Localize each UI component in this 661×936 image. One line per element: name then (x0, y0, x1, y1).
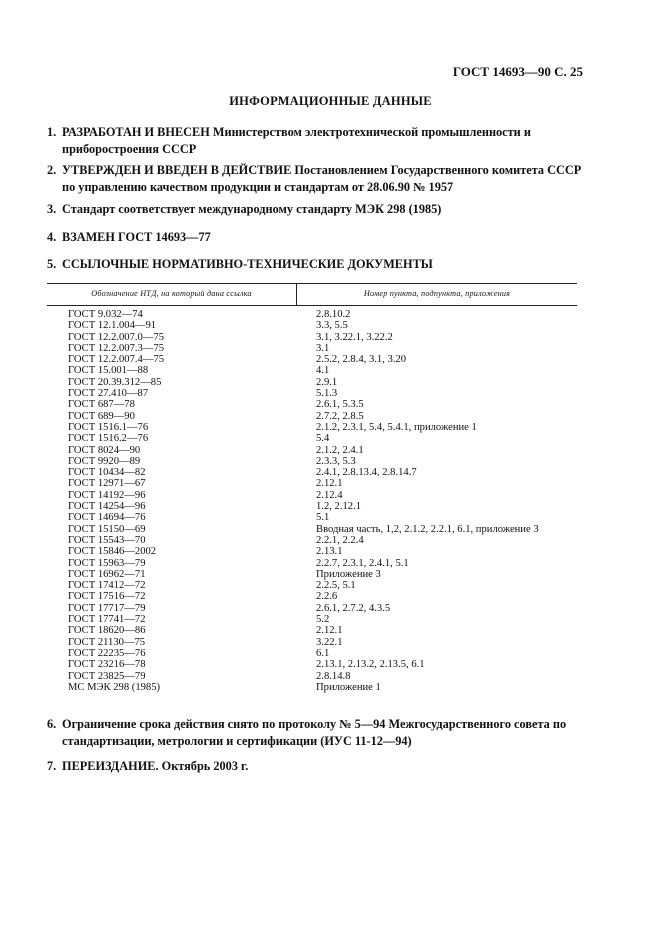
cell-document: ГОСТ 17717—79 (68, 602, 146, 614)
cell-clause: 2.3.3, 5.3 (316, 455, 356, 467)
item-text: Стандарт соответствует международному стандарту МЭК 298 (1985) (62, 202, 442, 216)
item-number: 1. (47, 125, 57, 139)
info-item-6 (47, 716, 587, 750)
cell-document: ГОСТ 12.2.007.3—75 (68, 342, 165, 354)
table-row (47, 603, 577, 614)
table-row (47, 365, 577, 376)
table-row (47, 332, 577, 343)
cell-clause: 2.2.7, 2.3.1, 2.4.1, 5.1 (316, 557, 409, 569)
cell-clause: 4.1 (316, 365, 330, 377)
item-number: 7. (47, 759, 57, 773)
page-header: ГОСТ 14693—90 С. 25 (452, 64, 583, 79)
cell-document: ГОСТ 23825—79 (68, 670, 146, 682)
cell-document: ГОСТ 12.2.007.0—75 (68, 331, 165, 343)
info-item-3 (47, 201, 587, 218)
table-row (47, 388, 577, 399)
table-row (47, 546, 577, 557)
cell-document: ГОСТ 14192—96 (68, 489, 146, 501)
table-row (47, 614, 577, 625)
cell-document: ГОСТ 14254—96 (68, 501, 146, 513)
table-body (47, 306, 577, 693)
column-header-clause: Номер пункта, подпункта, приложения (363, 289, 511, 298)
cell-document: ГОСТ 8024—90 (68, 444, 141, 456)
item-lead: ССЫЛОЧНЫЕ НОРМАТИВНО-ТЕХНИЧЕСКИЕ ДОКУМЕНТЫ (62, 257, 433, 271)
cell-document: ГОСТ 15150—69 (68, 523, 146, 535)
table-row (47, 320, 577, 331)
item-text: Постановлением Государственного комитета СССР по управлению качеством продукции и стандартам от 28.06.90 № 1957 (62, 163, 582, 194)
cell-clause: 2.12.1 (316, 478, 343, 490)
table-row (47, 467, 577, 478)
cell-clause: 5.4 (316, 433, 330, 445)
table-row (47, 558, 577, 569)
cell-clause: 2.1.2, 2.3.1, 5.4, 5.4.1, приложение 1 (316, 421, 477, 433)
item-number: 5. (47, 257, 57, 271)
table-row (47, 637, 577, 648)
cell-clause: Приложение 1 (316, 681, 381, 693)
cell-clause: 5.2 (316, 614, 330, 626)
table-row (47, 422, 577, 433)
cell-clause: 2.1.2, 2.4.1 (316, 444, 364, 456)
item-text: Октябрь 2003 г. (161, 759, 249, 773)
info-item-7 (47, 758, 587, 775)
table-row (47, 580, 577, 591)
cell-document: ГОСТ 689—90 (68, 410, 135, 422)
cell-clause: 2.4.1, 2.8.13.4, 2.8.14.7 (316, 467, 417, 479)
cell-clause: 2.12.1 (316, 625, 343, 637)
cell-document: ГОСТ 12.2.007.4—75 (68, 354, 165, 366)
cell-clause: 2.2.5, 5.1 (316, 580, 356, 592)
table-row (47, 671, 577, 682)
page-title: ИНФОРМАЦИОННЫЕ ДАННЫЕ (229, 94, 432, 108)
cell-document: ГОСТ 1516.1—76 (68, 421, 149, 433)
cell-clause: 2.2.1, 2.2.4 (316, 534, 364, 546)
cell-clause: 6.1 (316, 647, 330, 659)
cell-document: ГОСТ 23216—78 (68, 659, 146, 671)
cell-document: ГОСТ 17412—72 (68, 580, 146, 592)
cell-clause: Вводная часть, 1,2, 2.1.2, 2.2.1, 6.1, приложение 3 (316, 523, 539, 535)
table-row (47, 524, 577, 535)
item-text: Ограничение срока действия снято по протоколу № 5—94 Межгосударственного совета по стандартизации, метрологии и сертификации (ИУС 11-12—94) (62, 717, 567, 748)
table-header (47, 283, 577, 306)
reference-table (47, 283, 577, 693)
cell-clause: 2.7.2, 2.8.5 (316, 410, 364, 422)
cell-document: ГОСТ 14694—76 (68, 512, 146, 524)
item-number: 3. (47, 202, 57, 216)
cell-clause: 2.2.6 (316, 591, 338, 603)
table-row (47, 354, 577, 365)
table-row (47, 456, 577, 467)
cell-document: ГОСТ 9.032—74 (68, 309, 143, 320)
cell-document: ГОСТ 22235—76 (68, 647, 146, 659)
cell-clause: 5.1.3 (316, 388, 338, 400)
table-row (47, 411, 577, 422)
cell-document: ГОСТ 9920—89 (68, 455, 141, 467)
table-row (47, 490, 577, 501)
cell-document: ГОСТ 10434—82 (68, 467, 146, 479)
cell-document: ГОСТ 27.410—87 (68, 388, 149, 400)
cell-clause: 2.8.14.8 (316, 670, 351, 682)
table-row (47, 501, 577, 512)
table-row (47, 478, 577, 489)
cell-document: ГОСТ 16962—71 (68, 568, 146, 580)
cell-clause: 1.2, 2.12.1 (316, 501, 362, 513)
cell-document: ГОСТ 12971—67 (68, 478, 146, 490)
cell-document: ГОСТ 20.39.312—85 (68, 376, 162, 388)
cell-document: ГОСТ 1516.2—76 (68, 433, 149, 445)
table-row (47, 445, 577, 456)
cell-clause: 3.1, 3.22.1, 3.22.2 (316, 331, 393, 343)
cell-clause: 2.6.1, 2.7.2, 4.3.5 (316, 602, 391, 614)
table-row (47, 309, 577, 320)
table-row (47, 512, 577, 523)
cell-clause: 3.1 (316, 342, 330, 354)
item-number: 6. (47, 717, 57, 731)
cell-clause: 5.1 (316, 512, 330, 524)
cell-clause: 2.13.1, 2.13.2, 2.13.5, 6.1 (316, 659, 425, 671)
cell-clause: 3.3, 5.5 (316, 320, 348, 332)
cell-document: ГОСТ 17741—72 (68, 614, 146, 626)
info-item-2 (47, 162, 587, 196)
column-header-document: Обозначение НТД, на который дана ссылка (91, 289, 252, 298)
cell-clause: Приложение 3 (316, 568, 381, 580)
cell-clause: 2.5.2, 2.8.4, 3.1, 3.20 (316, 354, 407, 366)
item-lead: ПЕРЕИЗДАНИЕ. (62, 759, 159, 773)
cell-document: ГОСТ 15846—2002 (68, 546, 157, 558)
cell-clause: 2.13.1 (316, 546, 343, 558)
item-number: 4. (47, 230, 57, 244)
table-row (47, 343, 577, 354)
info-item-4 (47, 229, 587, 246)
table-row (47, 399, 577, 410)
item-number: 2. (47, 163, 57, 177)
table-row (47, 591, 577, 602)
item-text: Министерством электротехнической промышленности и приборостроения СССР (62, 125, 531, 156)
cell-document: ГОСТ 687—78 (68, 399, 135, 411)
table-row (47, 535, 577, 546)
info-item-5 (47, 256, 587, 273)
table-row (47, 648, 577, 659)
cell-document: ГОСТ 17516—72 (68, 591, 146, 603)
table-row (47, 433, 577, 444)
cell-document: ГОСТ 18620—86 (68, 625, 146, 637)
cell-clause: 2.12.4 (316, 489, 343, 501)
table-row (47, 377, 577, 388)
cell-document: ГОСТ 15543—70 (68, 534, 146, 546)
cell-clause: 2.9.1 (316, 376, 338, 388)
info-item-1 (47, 124, 587, 158)
cell-document: ГОСТ 12.1.004—91 (68, 320, 157, 332)
cell-document: ГОСТ 15963—79 (68, 557, 146, 569)
cell-clause: 2.6.1, 5.3.5 (316, 399, 364, 411)
table-row (47, 625, 577, 636)
cell-clause: 3.22.1 (316, 636, 343, 648)
table-row (47, 659, 577, 670)
item-lead: УТВЕРЖДЕН И ВВЕДЕН В ДЕЙСТВИЕ (62, 163, 292, 177)
item-lead: ВЗАМЕН ГОСТ 14693—77 (62, 230, 211, 244)
cell-document: ГОСТ 15.001—88 (68, 365, 149, 377)
table-row (47, 682, 577, 693)
cell-document: МС МЭК 298 (1985) (68, 681, 161, 693)
cell-document: ГОСТ 21130—75 (68, 636, 146, 648)
item-lead: РАЗРАБОТАН И ВНЕСЕН (62, 125, 210, 139)
table-row (47, 569, 577, 580)
cell-clause: 2.8.10.2 (316, 309, 351, 320)
